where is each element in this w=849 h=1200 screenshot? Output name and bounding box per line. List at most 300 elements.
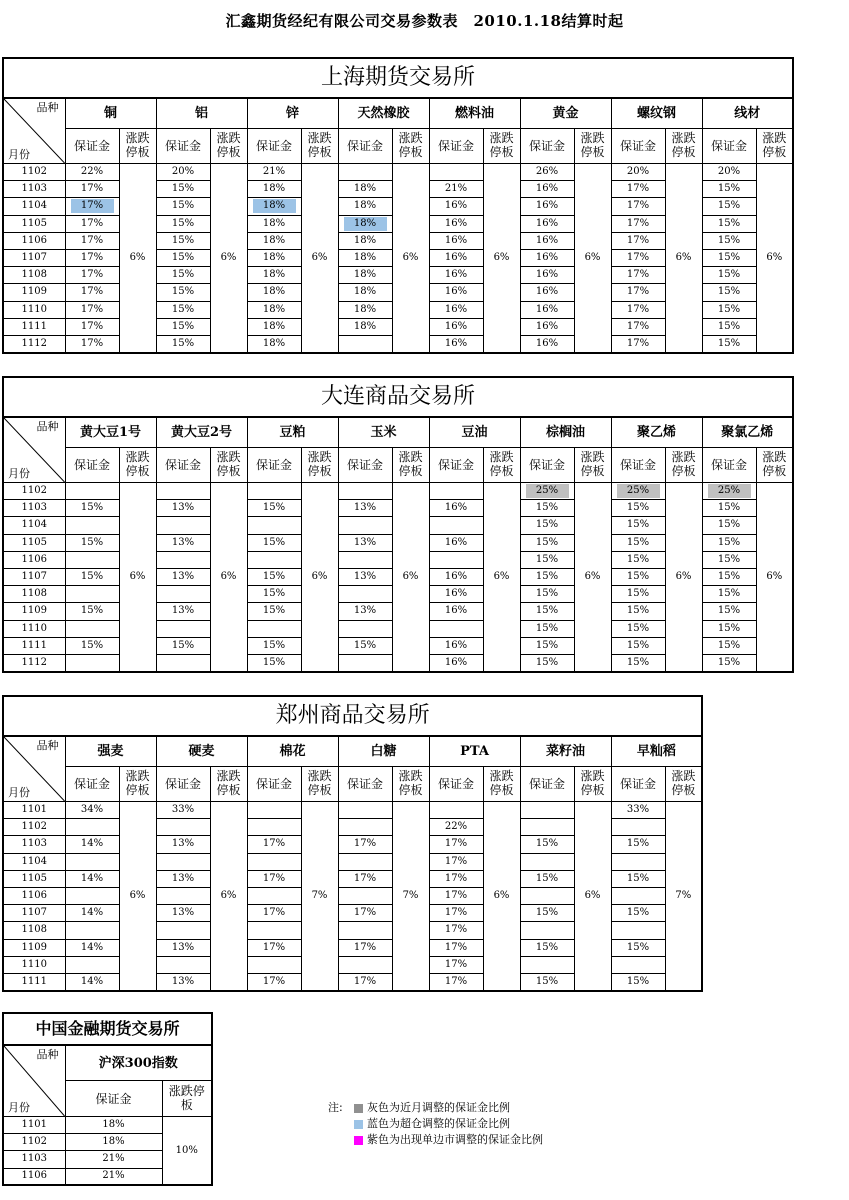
margin-cell — [429, 637, 483, 654]
margin-value: 13% — [171, 872, 195, 884]
margin-cell — [702, 483, 756, 500]
margin-value: 18% — [262, 286, 286, 298]
margin-cell — [429, 181, 483, 198]
margin-cell — [520, 483, 574, 500]
margin-value: 17% — [626, 217, 650, 229]
margin-cell — [429, 956, 483, 973]
dce-section — [2, 376, 794, 673]
limit-header — [301, 448, 338, 483]
margin-cell — [338, 637, 392, 654]
product-header: 强麦 — [65, 736, 156, 767]
product-header: 豆粕 — [247, 417, 338, 448]
margin-cell — [338, 568, 392, 585]
limit-header-label: 涨跌停板 — [125, 450, 150, 479]
margin-cell — [156, 586, 210, 603]
limit-header — [665, 129, 702, 164]
cffex-section — [2, 1012, 213, 1186]
margin-cell — [156, 637, 210, 654]
margin-cell — [247, 905, 301, 922]
margin-cell — [247, 922, 301, 939]
margin-value: 17% — [262, 907, 286, 919]
margin-cell — [338, 973, 392, 990]
month-cell: 1103 — [3, 836, 65, 853]
month-cell: 1111 — [3, 637, 65, 654]
month-cell: 1108 — [3, 922, 65, 939]
margin-value: 13% — [171, 907, 195, 919]
margin-value: 17% — [444, 975, 468, 987]
margin-cell — [338, 301, 392, 318]
margin-value: 18% — [353, 320, 377, 332]
margin-cell — [611, 887, 665, 904]
limit-header-label: 涨跌停板 — [398, 769, 423, 798]
margin-value: 33% — [171, 804, 195, 816]
corner-product-label: 品种 — [36, 1048, 59, 1061]
limit-header — [665, 448, 702, 483]
limit-header-label: 涨跌停板 — [125, 131, 150, 160]
cffex-table — [2, 1012, 213, 1186]
month-cell: 1110 — [3, 956, 65, 973]
product-header: 黄大豆2号 — [156, 417, 247, 448]
margin-cell — [156, 198, 210, 215]
margin-cell — [65, 905, 119, 922]
margin-value: 15% — [262, 639, 286, 651]
margin-cell — [702, 181, 756, 198]
margin-cell — [65, 819, 119, 836]
margin-value: 18% — [353, 269, 377, 281]
margin-value: 16% — [444, 571, 468, 583]
margin-cell — [702, 568, 756, 585]
margin-cell — [611, 568, 665, 585]
month-cell: 1110 — [3, 301, 65, 318]
margin-value: 16% — [535, 252, 559, 264]
margin-cell — [429, 620, 483, 637]
margin-cell — [65, 1151, 162, 1168]
limit-header-label: 涨跌停板 — [307, 450, 332, 479]
margin-cell — [247, 853, 301, 870]
margin-value: 15% — [171, 252, 195, 264]
margin-value: 25% — [617, 484, 660, 498]
margin-value: 16% — [535, 183, 559, 195]
month-cell: 1102 — [3, 1134, 65, 1151]
margin-value: 15% — [535, 975, 559, 987]
margin-cell — [156, 568, 210, 585]
margin-header: 保证金 — [338, 129, 392, 164]
limit-value: 6% — [483, 164, 520, 353]
margin-cell — [65, 301, 119, 318]
margin-cell — [156, 956, 210, 973]
margin-value: 15% — [80, 502, 104, 514]
limit-value: 6% — [119, 802, 156, 991]
margin-value: 20% — [626, 166, 650, 178]
limit-header — [574, 129, 611, 164]
shfe-section — [2, 57, 794, 354]
margin-cell — [247, 887, 301, 904]
margin-value: 13% — [171, 941, 195, 953]
month-cell: 1102 — [3, 164, 65, 181]
margin-cell — [429, 905, 483, 922]
product-header: 锌 — [247, 98, 338, 129]
margin-cell — [247, 318, 301, 335]
margin-value: 25% — [526, 484, 569, 498]
limit-header-label: 涨跌停板 — [671, 769, 696, 798]
margin-value: 14% — [80, 941, 104, 953]
margin-cell — [65, 517, 119, 534]
margin-cell — [65, 551, 119, 568]
month-cell: 1104 — [3, 517, 65, 534]
margin-cell — [611, 249, 665, 266]
margin-value: 15% — [717, 553, 741, 565]
corner-product-label: 品种 — [36, 101, 59, 114]
product-header: 铜 — [65, 98, 156, 129]
margin-header: 保证金 — [429, 129, 483, 164]
margin-header: 保证金 — [247, 767, 301, 802]
limit-value: 6% — [574, 164, 611, 353]
margin-value: 13% — [353, 536, 377, 548]
margin-cell — [611, 164, 665, 181]
margin-cell — [65, 215, 119, 232]
month-cell: 1105 — [3, 534, 65, 551]
month-cell: 1111 — [3, 318, 65, 335]
table-row — [3, 483, 793, 500]
margin-value: 16% — [444, 588, 468, 600]
margin-cell — [429, 870, 483, 887]
margin-cell — [156, 654, 210, 671]
margin-cell — [156, 887, 210, 904]
margin-cell — [247, 802, 301, 819]
margin-value: 17% — [444, 838, 468, 850]
margin-cell — [247, 637, 301, 654]
margin-header: 保证金 — [65, 1081, 162, 1117]
margin-cell — [65, 870, 119, 887]
margin-value: 17% — [626, 200, 650, 212]
margin-cell — [520, 819, 574, 836]
margin-value: 15% — [717, 622, 741, 634]
margin-value: 15% — [717, 536, 741, 548]
margin-cell — [65, 483, 119, 500]
margin-value: 15% — [171, 234, 195, 246]
limit-value: 6% — [392, 164, 429, 353]
margin-value: 15% — [171, 217, 195, 229]
margin-cell — [702, 534, 756, 551]
margin-value: 18% — [344, 217, 387, 231]
margin-value: 13% — [353, 571, 377, 583]
corner-product-label: 品种 — [36, 739, 59, 752]
margin-cell — [611, 534, 665, 551]
margin-value: 16% — [444, 502, 468, 514]
margin-cell — [156, 267, 210, 284]
limit-header-label: 涨跌停板 — [216, 769, 241, 798]
margin-cell — [429, 819, 483, 836]
margin-cell — [429, 284, 483, 301]
margin-cell — [156, 905, 210, 922]
margin-value: 18% — [253, 199, 296, 213]
margin-cell — [611, 181, 665, 198]
margin-cell — [520, 181, 574, 198]
limit-header — [756, 448, 793, 483]
month-cell: 1102 — [3, 819, 65, 836]
margin-cell — [338, 181, 392, 198]
margin-cell — [247, 284, 301, 301]
limit-header-label: 涨跌停板 — [216, 450, 241, 479]
product-header: 黄大豆1号 — [65, 417, 156, 448]
margin-cell — [611, 301, 665, 318]
margin-cell — [520, 654, 574, 671]
margin-value: 15% — [626, 975, 650, 987]
limit-header-label: 涨跌停板 — [125, 769, 150, 798]
month-cell: 1109 — [3, 939, 65, 956]
margin-value: 15% — [80, 571, 104, 583]
margin-cell — [338, 267, 392, 284]
margin-value: 16% — [444, 252, 468, 264]
margin-value: 26% — [535, 166, 559, 178]
margin-value: 15% — [717, 200, 741, 212]
margin-value: 15% — [535, 941, 559, 953]
margin-value: 15% — [717, 252, 741, 264]
margin-cell — [520, 198, 574, 215]
margin-cell — [611, 586, 665, 603]
margin-cell — [702, 198, 756, 215]
margin-value: 17% — [353, 941, 377, 953]
margin-cell — [65, 267, 119, 284]
margin-cell — [65, 232, 119, 249]
margin-cell — [338, 335, 392, 352]
month-cell: 1112 — [3, 654, 65, 671]
margin-cell — [247, 603, 301, 620]
margin-cell — [611, 939, 665, 956]
limit-header-label: 涨跌停板 — [307, 769, 332, 798]
margin-cell — [429, 335, 483, 352]
table-row — [3, 164, 793, 181]
margin-cell — [520, 905, 574, 922]
margin-cell — [429, 164, 483, 181]
margin-value: 13% — [353, 605, 377, 617]
limit-value: 6% — [210, 164, 247, 353]
margin-cell — [702, 232, 756, 249]
magenta-swatch-icon — [354, 1136, 363, 1145]
margin-cell — [65, 1168, 162, 1185]
limit-header-label: 涨跌停板 — [398, 131, 423, 160]
margin-value: 17% — [444, 941, 468, 953]
limit-value: 6% — [301, 164, 338, 353]
margin-cell — [520, 870, 574, 887]
margin-value: 16% — [444, 320, 468, 332]
limit-header-label: 涨跌停板 — [307, 131, 332, 160]
margin-value: 17% — [444, 907, 468, 919]
limit-header — [301, 767, 338, 802]
margin-cell — [520, 922, 574, 939]
margin-cell — [702, 284, 756, 301]
limit-header — [483, 448, 520, 483]
margin-cell — [247, 551, 301, 568]
margin-cell — [247, 870, 301, 887]
limit-value: 10% — [162, 1117, 212, 1186]
margin-value: 18% — [353, 234, 377, 246]
margin-value: 21% — [102, 1170, 125, 1182]
product-header: 沪深300指数 — [65, 1045, 212, 1081]
month-cell: 1105 — [3, 870, 65, 887]
margin-cell — [65, 181, 119, 198]
margin-value: 15% — [535, 622, 559, 634]
margin-cell — [156, 551, 210, 568]
month-cell: 1107 — [3, 568, 65, 585]
margin-value: 13% — [171, 502, 195, 514]
margin-cell — [65, 887, 119, 904]
margin-value: 13% — [171, 571, 195, 583]
limit-value: 7% — [665, 802, 702, 991]
margin-cell — [338, 249, 392, 266]
limit-header-label: 涨跌停板 — [489, 769, 514, 798]
corner-header — [3, 417, 65, 483]
limit-value: 6% — [574, 483, 611, 672]
margin-value: 17% — [444, 924, 468, 936]
margin-value: 15% — [171, 269, 195, 281]
limit-header — [162, 1081, 212, 1117]
margin-value: 15% — [626, 838, 650, 850]
margin-value: 15% — [717, 639, 741, 651]
product-header: 聚乙烯 — [611, 417, 702, 448]
limit-header — [210, 448, 247, 483]
margin-value: 17% — [353, 838, 377, 850]
margin-value: 17% — [626, 252, 650, 264]
margin-value: 15% — [535, 605, 559, 617]
table-row — [3, 802, 702, 819]
margin-cell — [611, 819, 665, 836]
margin-cell — [338, 603, 392, 620]
corner-header — [3, 736, 65, 802]
margin-cell — [156, 215, 210, 232]
product-header: 天然橡胶 — [338, 98, 429, 129]
margin-cell — [247, 836, 301, 853]
margin-cell — [247, 215, 301, 232]
margin-value: 15% — [626, 519, 650, 531]
margin-value: 17% — [80, 337, 104, 349]
margin-value: 15% — [626, 872, 650, 884]
margin-value: 13% — [171, 605, 195, 617]
margin-value: 15% — [535, 872, 559, 884]
margin-cell — [702, 620, 756, 637]
margin-value: 15% — [626, 536, 650, 548]
margin-cell — [520, 164, 574, 181]
margin-cell — [702, 318, 756, 335]
margin-cell — [338, 956, 392, 973]
margin-cell — [520, 232, 574, 249]
margin-cell — [702, 586, 756, 603]
margin-cell — [520, 939, 574, 956]
product-header: 棕榈油 — [520, 417, 611, 448]
margin-value: 22% — [444, 821, 468, 833]
product-header: 聚氯乙烯 — [702, 417, 793, 448]
margin-value: 17% — [626, 286, 650, 298]
margin-cell — [247, 819, 301, 836]
margin-cell — [338, 586, 392, 603]
margin-cell — [429, 249, 483, 266]
margin-cell — [520, 853, 574, 870]
margin-value: 17% — [80, 320, 104, 332]
margin-header: 保证金 — [156, 448, 210, 483]
document-title: 汇鑫期货经纪有限公司交易参数表 2010.1.18结算时起 — [225, 12, 624, 30]
limit-header — [210, 767, 247, 802]
margin-cell — [156, 483, 210, 500]
margin-cell — [156, 836, 210, 853]
margin-value: 15% — [717, 217, 741, 229]
margin-cell — [520, 620, 574, 637]
margin-value: 15% — [717, 337, 741, 349]
product-header: 燃料油 — [429, 98, 520, 129]
margin-cell — [702, 603, 756, 620]
margin-cell — [611, 517, 665, 534]
margin-cell — [338, 870, 392, 887]
margin-cell — [520, 586, 574, 603]
margin-cell — [429, 836, 483, 853]
blue-swatch-icon — [354, 1120, 363, 1129]
limit-header-label: 涨跌停板 — [168, 1083, 205, 1112]
margin-cell — [429, 534, 483, 551]
margin-cell — [156, 181, 210, 198]
margin-cell — [156, 922, 210, 939]
margin-value: 13% — [171, 838, 195, 850]
month-cell: 1103 — [3, 181, 65, 198]
limit-header — [665, 767, 702, 802]
margin-cell — [338, 318, 392, 335]
month-cell: 1106 — [3, 551, 65, 568]
margin-value: 18% — [262, 269, 286, 281]
margin-header: 保证金 — [338, 767, 392, 802]
shfe-table — [2, 57, 794, 354]
margin-cell — [247, 586, 301, 603]
margin-value: 16% — [535, 234, 559, 246]
margin-cell — [65, 1134, 162, 1151]
product-header: 豆油 — [429, 417, 520, 448]
margin-cell — [65, 603, 119, 620]
margin-value: 18% — [353, 252, 377, 264]
margin-cell — [65, 802, 119, 819]
product-header: 菜籽油 — [520, 736, 611, 767]
margin-value: 15% — [262, 656, 286, 668]
margin-cell — [520, 284, 574, 301]
margin-header: 保证金 — [702, 448, 756, 483]
margin-value: 15% — [171, 639, 195, 651]
margin-cell — [611, 836, 665, 853]
margin-value: 17% — [353, 907, 377, 919]
margin-value: 15% — [626, 605, 650, 617]
limit-value: 6% — [665, 483, 702, 672]
margin-value: 22% — [80, 166, 104, 178]
limit-value: 6% — [119, 483, 156, 672]
margin-value: 15% — [626, 656, 650, 668]
margin-cell — [429, 267, 483, 284]
margin-cell — [338, 620, 392, 637]
margin-value: 16% — [535, 320, 559, 332]
margin-value: 18% — [262, 303, 286, 315]
product-header: 早籼稻 — [611, 736, 702, 767]
margin-cell — [429, 922, 483, 939]
margin-value: 15% — [535, 838, 559, 850]
margin-value: 17% — [353, 975, 377, 987]
margin-value: 15% — [717, 571, 741, 583]
margin-cell — [429, 215, 483, 232]
margin-cell — [247, 568, 301, 585]
margin-value: 17% — [80, 252, 104, 264]
corner-month-label: 月份 — [8, 1101, 30, 1114]
margin-cell — [520, 335, 574, 352]
month-cell: 1101 — [3, 1117, 65, 1134]
margin-cell — [65, 973, 119, 990]
corner-month-label: 月份 — [8, 786, 30, 799]
margin-value: 15% — [717, 269, 741, 281]
margin-value: 18% — [262, 320, 286, 332]
margin-header: 保证金 — [65, 448, 119, 483]
limit-value: 6% — [574, 802, 611, 991]
